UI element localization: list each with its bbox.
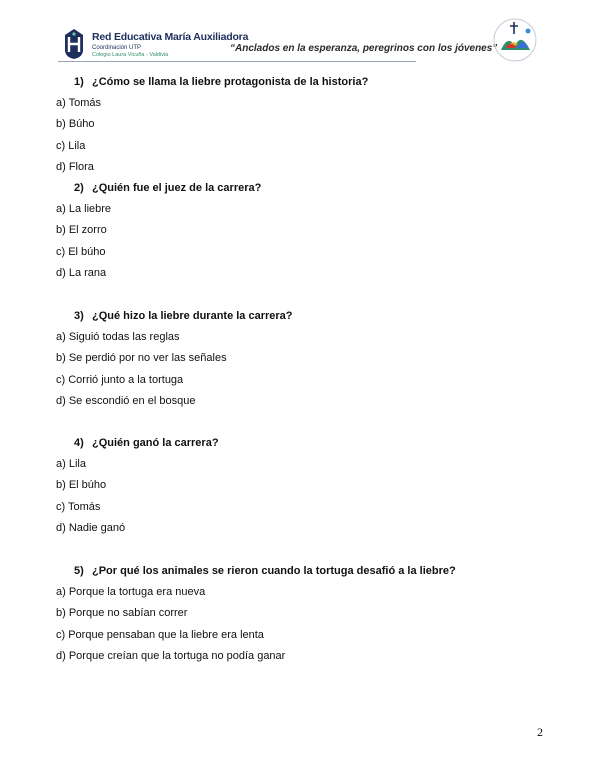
answer-option: b) El búho	[56, 479, 107, 492]
page-header	[0, 0, 600, 70]
answer-option: d) La rana	[56, 266, 107, 279]
answer-option: a) La liebre	[56, 203, 112, 215]
header-divider	[58, 61, 416, 62]
question-4	[74, 437, 219, 449]
question-3	[74, 310, 293, 322]
answer-option: a) Porque la tortuga era nueva	[56, 586, 206, 598]
answer-option: b) Búho	[56, 118, 95, 131]
answer-option: c) Tomás	[56, 500, 101, 513]
answer-option: a) Lila	[56, 458, 86, 470]
answer-option: c) Corrió junto a la tortuga	[56, 373, 184, 386]
answer-option: b) El zorro	[56, 224, 107, 237]
coordination-label: Coordinación UTP	[92, 45, 142, 51]
organization-block	[92, 31, 248, 58]
answer-option: a) Tomás	[56, 97, 102, 109]
question-text: ¿Quién fue el juez de la carrera?	[92, 182, 262, 194]
question-5	[74, 565, 456, 577]
answer-option: d) Se escondió en el bosque	[56, 394, 196, 407]
question-2	[74, 182, 261, 194]
school-name: Colegio Laura Vicuña - Valdivia	[92, 52, 169, 58]
question-text: ¿Cómo se llama la liebre protagonista de la historia?	[92, 76, 369, 88]
answer-option: a) Siguió todas las reglas	[56, 331, 180, 343]
page-number: 2	[537, 725, 543, 739]
question-number: 3)	[74, 310, 84, 322]
answer-option: c) Porque pensaban que la liebre era lenta	[56, 628, 264, 641]
answer-option: c) El búho	[56, 245, 106, 258]
organization-name: Red Educativa María Auxiliadora	[92, 31, 249, 43]
question-text: ¿Por qué los animales se rieron cuando la tortuga desafió a la liebre?	[92, 565, 456, 577]
question-number: 4)	[74, 437, 84, 449]
question-number: 5)	[74, 565, 84, 577]
motto: “Anclados en la esperanza, peregrinos con los jóvenes”	[230, 43, 498, 54]
answer-option: d) Porque creían que la tortuga no podía ganar	[56, 649, 286, 662]
answer-option: b) Se perdió por no ver las señales	[56, 352, 227, 365]
question-number: 2)	[74, 182, 84, 194]
jubilee-logo-icon	[490, 16, 540, 64]
answer-option: d) Nadie ganó	[56, 521, 126, 534]
question-1	[74, 76, 368, 88]
answer-option: b) Porque no sabían correr	[56, 607, 188, 620]
question-text: ¿Quién ganó la carrera?	[92, 437, 219, 449]
question-text: ¿Qué hizo la liebre durante la carrera?	[92, 310, 293, 322]
question-number: 1)	[74, 76, 84, 88]
answer-option: d) Flora	[56, 160, 94, 173]
school-logo-icon	[64, 28, 84, 60]
answer-option: c) Lila	[56, 139, 86, 152]
